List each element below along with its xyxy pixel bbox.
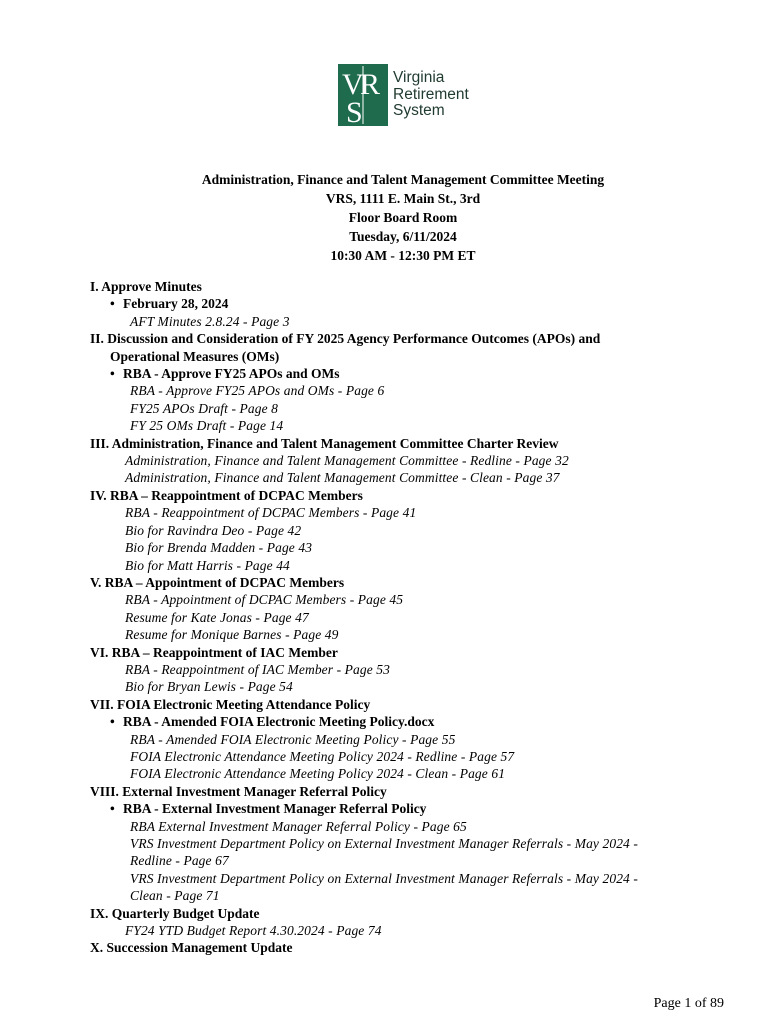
meeting-header: [0, 170, 770, 265]
document-link[interactable]: Resume for Kate Jonas - Page 47: [125, 609, 309, 625]
document-link[interactable]: FY 25 OMs Draft - Page 14: [130, 418, 284, 434]
document-link[interactable]: Bio for Ravindra Deo - Page 42: [125, 522, 302, 538]
meeting-time: 10:30 AM - 12:30 PM ET: [330, 248, 476, 263]
bullet-label: RBA - Amended FOIA Electronic Meeting Policy.docx: [123, 714, 435, 730]
bullet-label: RBA - External Investment Manager Referral Policy: [123, 801, 427, 817]
agenda: [90, 278, 730, 957]
document-link[interactable]: RBA - Appointment of DCPAC Members - Page 45: [125, 592, 404, 608]
svg-text:S: S: [346, 96, 363, 126]
section-title-line: II. Discussion and Consideration of FY 2025 Agency Performance Outcomes (APOs) and: [90, 331, 601, 347]
agenda-bullet: • February 28, 2024: [110, 296, 229, 312]
page-number: Page 1 of 89: [653, 996, 724, 1011]
document-link[interactable]: Administration, Finance and Talent Management Committee - Clean - Page 37: [125, 470, 560, 486]
agenda-bullet: • RBA - External Investment Manager Referral Policy: [110, 801, 427, 817]
document-link[interactable]: VRS Investment Department Policy on External Investment Manager Referrals - May 2024 -: [130, 836, 638, 851]
document-link[interactable]: FOIA Electronic Attendance Meeting Policy 2024 - Clean - Page 61: [130, 766, 506, 782]
document-link[interactable]: RBA - Reappointment of DCPAC Members - Page 41: [125, 505, 417, 521]
logo-line: System: [393, 102, 445, 119]
document-link[interactable]: RBA - Reappointment of IAC Member - Page 53: [125, 661, 390, 677]
document-link[interactable]: Resume for Monique Barnes - Page 49: [125, 627, 339, 643]
vrs-monogram: [338, 64, 388, 126]
agenda-section-title: VIII. External Investment Manager Referral Policy: [90, 783, 387, 799]
meeting-date: Tuesday, 6/11/2024: [349, 229, 457, 244]
agenda-section-title: IX. Quarterly Budget Update: [90, 905, 260, 921]
meeting-location: VRS, 1111 E. Main St., 3rd: [325, 191, 481, 206]
bullet-label: RBA - Approve FY25 APOs and OMs: [123, 366, 340, 382]
document-link[interactable]: Bio for Matt Harris - Page 44: [125, 557, 290, 573]
agenda-section-title: IV. RBA – Reappointment of DCPAC Members: [90, 487, 363, 503]
agenda-section-title: V. RBA – Appointment of DCPAC Members: [90, 574, 345, 590]
logo-line: Virginia: [393, 69, 445, 86]
agenda-section-title: [90, 330, 730, 365]
document-link[interactable]: VRS Investment Department Policy on External Investment Manager Referrals - May 2024 -: [130, 870, 638, 886]
logo-line: Retirement: [393, 85, 469, 103]
bullet-label: February 28, 2024: [123, 296, 229, 312]
document-link-continued[interactable]: Clean - Page 71: [130, 888, 220, 904]
meeting-title: Administration, Finance and Talent Management Committee Meeting: [201, 172, 605, 187]
document-link-continued[interactable]: Redline - Page 67: [130, 853, 229, 869]
document-link[interactable]: FOIA Electronic Attendance Meeting Policy 2024 - Redline - Page 57: [130, 748, 515, 764]
document-link[interactable]: RBA - Amended FOIA Electronic Meeting Policy - Page 55: [130, 731, 456, 747]
svg-text:V: V: [342, 68, 364, 101]
agenda-section-title: VI. RBA – Reappointment of IAC Member: [90, 644, 338, 660]
document-link[interactable]: Administration, Finance and Talent Management Committee - Redline - Page 32: [125, 453, 569, 469]
document-link[interactable]: AFT Minutes 2.8.24 - Page 3: [130, 313, 290, 329]
agenda-bullet: • RBA - Amended FOIA Electronic Meeting Policy.docx: [110, 714, 435, 730]
document-link[interactable]: RBA External Investment Manager Referral Policy - Page 65: [130, 818, 467, 834]
svg-text:R: R: [360, 68, 381, 101]
section-title-line: Operational Measures (OMs): [110, 348, 280, 364]
vrs-logo: [338, 64, 478, 128]
document-link[interactable]: Bio for Brenda Madden - Page 43: [125, 540, 313, 556]
document-link[interactable]: RBA - Approve FY25 APOs and OMs - Page 6: [130, 383, 385, 399]
agenda-bullet: • RBA - Approve FY25 APOs and OMs: [110, 366, 340, 382]
agenda-section-title: X. Succession Management Update: [90, 940, 293, 956]
document-link[interactable]: FY25 APOs Draft - Page 8: [130, 400, 279, 416]
agenda-section-title: VII. FOIA Electronic Meeting Attendance Policy: [90, 696, 371, 712]
document-link[interactable]: FY24 YTD Budget Report 4.30.2024 - Page 74: [125, 923, 382, 939]
meeting-room: Floor Board Room: [348, 210, 458, 225]
agenda-section-title: I. Approve Minutes: [90, 279, 202, 294]
agenda-section-title: III. Administration, Finance and Talent Management Committee Charter Review: [90, 435, 559, 451]
logo-wordmark: [393, 70, 469, 120]
document-link[interactable]: Bio for Bryan Lewis - Page 54: [125, 679, 293, 695]
